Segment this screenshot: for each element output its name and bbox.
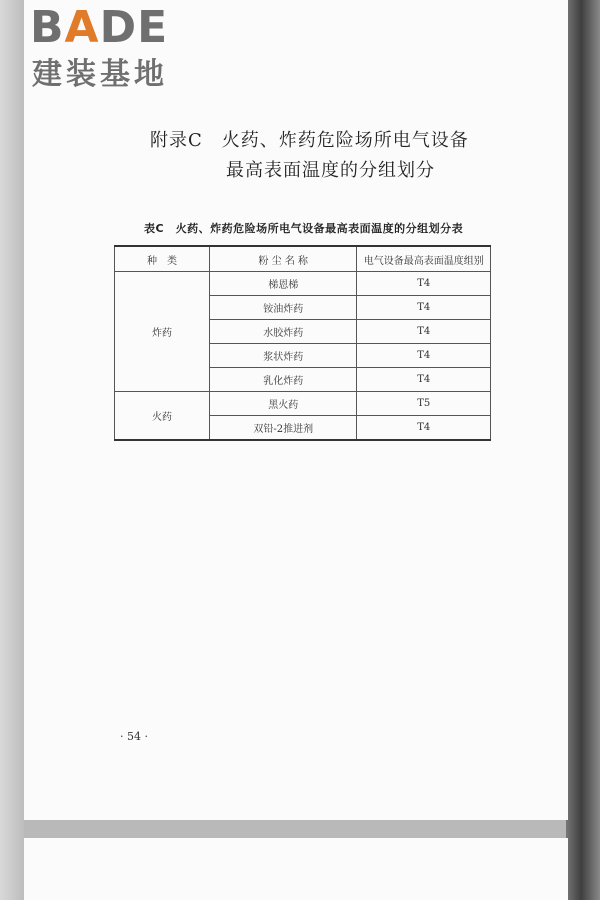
header-category: 种 类 xyxy=(115,246,210,272)
table-row xyxy=(115,392,491,416)
temperature-group-cell: T4 xyxy=(357,272,491,296)
table-caption: 表C 火药、炸药危险场所电气设备最高表面温度的分组划分表 xyxy=(144,222,464,235)
dust-name-cell: 铵油炸药 xyxy=(210,296,357,320)
background-right-shadow xyxy=(566,0,600,900)
table-header-row xyxy=(115,246,491,272)
dust-name-cell: 乳化炸药 xyxy=(210,368,357,392)
page-number: · 54 · xyxy=(120,730,148,743)
table-row xyxy=(115,272,491,296)
appendix-title-line2: 最高表面温度的分组划分 xyxy=(226,160,435,181)
classification-table xyxy=(114,245,491,441)
temperature-group-cell: T5 xyxy=(357,392,491,416)
logo-subtitle: 建装基地 xyxy=(32,57,168,92)
dust-name-cell: 浆状炸药 xyxy=(210,344,357,368)
category-cell: 火药 xyxy=(115,392,210,441)
temperature-group-cell: T4 xyxy=(357,416,491,441)
dust-name-cell: 梯恩梯 xyxy=(210,272,357,296)
next-page-top xyxy=(24,838,568,900)
header-temperature-group: 电气设备最高表面温度组别 xyxy=(357,246,491,272)
category-cell: 炸药 xyxy=(115,272,210,392)
logo-wordmark: BADE xyxy=(30,2,169,53)
temperature-group-cell: T4 xyxy=(357,320,491,344)
temperature-group-cell: T4 xyxy=(357,368,491,392)
background-left-strip xyxy=(0,0,24,900)
dust-name-cell: 水胶炸药 xyxy=(210,320,357,344)
bade-logo xyxy=(30,4,200,96)
header-dust-name: 粉 尘 名 称 xyxy=(210,246,357,272)
temperature-group-cell: T4 xyxy=(357,344,491,368)
dust-name-cell: 黑火药 xyxy=(210,392,357,416)
temperature-group-cell: T4 xyxy=(357,296,491,320)
dust-name-cell: 双铅-2推进剂 xyxy=(210,416,357,441)
appendix-title-line1: 附录C 火药、炸药危险场所电气设备 xyxy=(150,130,469,151)
